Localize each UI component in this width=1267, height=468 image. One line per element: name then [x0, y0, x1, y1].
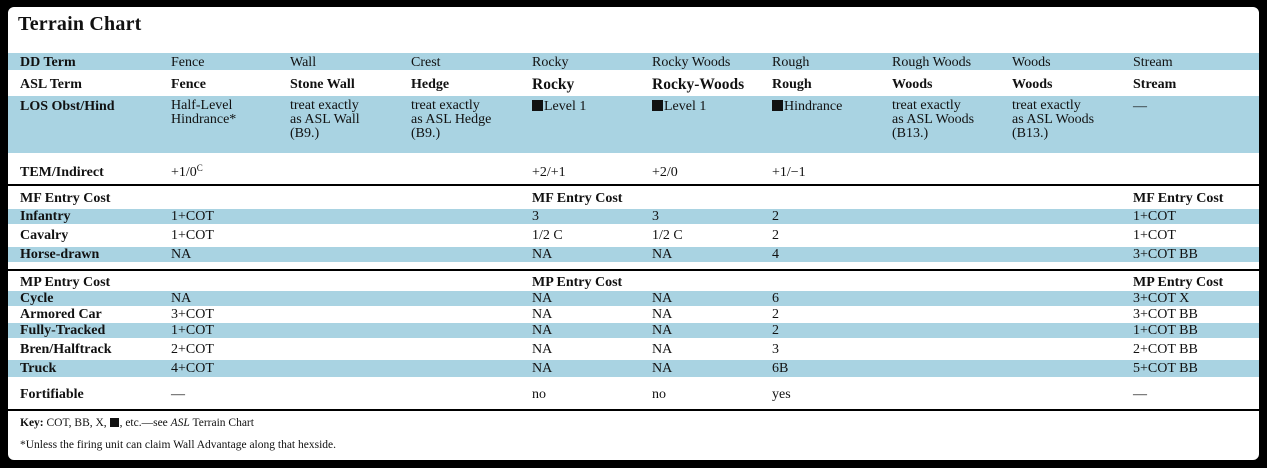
mp-truck-rough: 6B	[772, 361, 789, 376]
mp-armored-rocky-woods: NA	[652, 307, 673, 322]
mf-infantry-rocky-woods: 3	[652, 209, 659, 224]
mp-fully-rocky-woods: NA	[652, 323, 673, 338]
los-wall: treat exactly as ASL Wall (B9.)	[290, 98, 360, 141]
mf-header: MF Entry Cost	[20, 191, 111, 206]
band-horse	[8, 247, 1259, 262]
mf-horse-rough: 4	[772, 247, 779, 262]
los-fence: Half-Level Hindrance*	[171, 98, 237, 127]
mp-truck-fence: 4+COT	[171, 361, 214, 376]
tem-fence	[171, 165, 203, 180]
mf-horse-fence: NA	[171, 247, 192, 262]
tem-fence-value: +1/0	[171, 165, 197, 180]
dd-fence: Fence	[171, 55, 205, 70]
dd-rough: Rough	[772, 55, 810, 70]
key-text-c: Terrain Chart	[189, 417, 254, 429]
mp-fully-stream: 1+COT BB	[1133, 323, 1198, 338]
key-line	[20, 417, 254, 430]
asl-rocky: Rocky	[532, 76, 575, 93]
fort-fence: —	[171, 387, 185, 402]
dd-crest: Crest	[411, 55, 441, 70]
mf-infantry-stream: 1+COT	[1133, 209, 1176, 224]
mf-cavalry-label: Cavalry	[20, 228, 69, 243]
key-text-b: , etc.—see	[119, 417, 171, 429]
dd-wall: Wall	[290, 55, 317, 70]
tem-rocky: +2/+1	[532, 165, 566, 180]
mf-infantry-rocky: 3	[532, 209, 539, 224]
mp-truck-rocky: NA	[532, 361, 553, 376]
tem-fence-sup: C	[196, 163, 203, 173]
mp-cycle-fence: NA	[171, 291, 192, 306]
rule-key	[8, 409, 1259, 411]
black-square-icon	[772, 100, 783, 111]
fortifiable-label: Fortifiable	[20, 387, 84, 402]
mp-cycle-stream: 3+COT X	[1133, 291, 1190, 306]
mp-bren-label: Bren/Halftrack	[20, 342, 112, 357]
los-woods: treat exactly as ASL Woods (B13.)	[1012, 98, 1095, 141]
mp-bren-rough: 3	[772, 342, 779, 357]
black-square-icon	[532, 100, 543, 111]
dd-rocky: Rocky	[532, 55, 569, 70]
mp-truck-stream: 5+COT BB	[1133, 361, 1198, 376]
los-label: LOS Obst/Hind	[20, 99, 115, 114]
asl-stone-wall: Stone Wall	[290, 77, 355, 92]
fort-rough: yes	[772, 387, 791, 402]
mp-armored-rocky: NA	[532, 307, 553, 322]
mf-infantry-fence: 1+COT	[171, 209, 214, 224]
footnote: *Unless the firing unit can claim Wall Advantage along that hexside.	[20, 439, 336, 451]
asl-stream: Stream	[1133, 77, 1177, 92]
mp-cycle-rough: 6	[772, 291, 779, 306]
mp-fully-label: Fully-Tracked	[20, 323, 106, 338]
chart-title: Terrain Chart	[18, 13, 142, 35]
asl-term-label: ASL Term	[20, 77, 82, 92]
key-label: Key:	[20, 417, 44, 429]
mp-header-right: MP Entry Cost	[1133, 275, 1224, 290]
mp-cycle-rocky: NA	[532, 291, 553, 306]
los-rocky-text: Level 1	[544, 99, 587, 114]
asl-rocky-woods: Rocky-Woods	[652, 76, 745, 93]
mf-cavalry-rocky: 1/2 C	[532, 228, 563, 243]
mp-fully-fence: 1+COT	[171, 323, 214, 338]
fort-stream: —	[1133, 387, 1147, 402]
mp-header: MP Entry Cost	[20, 275, 111, 290]
key-text-a: COT, BB, X,	[43, 417, 110, 429]
asl-woods-2: Woods	[1012, 77, 1053, 92]
asl-fence: Fence	[171, 77, 206, 92]
key-italic: ASL	[170, 417, 190, 429]
mp-bren-stream: 2+COT BB	[1133, 342, 1198, 357]
mp-fully-rocky: NA	[532, 323, 553, 338]
dd-stream: Stream	[1133, 55, 1173, 70]
black-square-icon	[652, 100, 663, 111]
rule-mf	[8, 184, 1259, 186]
mf-horse-stream: 3+COT BB	[1133, 247, 1198, 262]
mf-cavalry-stream: 1+COT	[1133, 228, 1176, 243]
mp-armored-rough: 2	[772, 307, 779, 322]
fort-rocky-woods: no	[652, 387, 666, 402]
mf-infantry-label: Infantry	[20, 209, 71, 224]
mf-horse-label: Horse-drawn	[20, 247, 100, 262]
asl-rough: Rough	[772, 77, 812, 92]
mp-truck-label: Truck	[20, 361, 57, 376]
mp-truck-rocky-woods: NA	[652, 361, 673, 376]
mp-cycle-label: Cycle	[20, 291, 54, 306]
mp-bren-rocky-woods: NA	[652, 342, 673, 357]
dd-rocky-woods: Rocky Woods	[652, 55, 731, 70]
mf-horse-rocky-woods: NA	[652, 247, 673, 262]
tem-rough: +1/−1	[772, 165, 806, 180]
tem-label: TEM/Indirect	[20, 165, 104, 180]
mp-header-mid: MP Entry Cost	[532, 275, 623, 290]
los-rocky-woods-text: Level 1	[664, 99, 707, 114]
los-stream: —	[1133, 99, 1147, 114]
asl-woods-1: Woods	[892, 77, 933, 92]
fort-rocky: no	[532, 387, 546, 402]
dd-woods: Woods	[1012, 55, 1051, 70]
band-cycle	[8, 291, 1259, 306]
mf-cavalry-fence: 1+COT	[171, 228, 214, 243]
los-rough-woods: treat exactly as ASL Woods (B13.)	[892, 98, 975, 141]
los-rough	[772, 99, 842, 114]
tem-rocky-woods: +2/0	[652, 165, 678, 180]
terrain-chart	[6, 5, 1261, 462]
mf-header-mid: MF Entry Cost	[532, 191, 623, 206]
black-square-icon	[110, 418, 119, 427]
mp-cycle-rocky-woods: NA	[652, 291, 673, 306]
mp-armored-fence: 3+COT	[171, 307, 214, 322]
mf-cavalry-rough: 2	[772, 228, 779, 243]
mp-armored-stream: 3+COT BB	[1133, 307, 1198, 322]
mp-bren-fence: 2+COT	[171, 342, 214, 357]
los-rocky-woods	[652, 99, 706, 114]
mf-infantry-rough: 2	[772, 209, 779, 224]
los-rough-text: Hindrance	[784, 99, 843, 114]
mp-fully-rough: 2	[772, 323, 779, 338]
dd-term-label: DD Term	[20, 55, 76, 70]
los-crest: treat exactly as ASL Hedge (B9.)	[411, 98, 492, 141]
rule-mp	[8, 269, 1259, 271]
mf-cavalry-rocky-woods: 1/2 C	[652, 228, 683, 243]
mp-armored-label: Armored Car	[20, 307, 102, 322]
mp-bren-rocky: NA	[532, 342, 553, 357]
dd-rough-woods: Rough Woods	[892, 55, 972, 70]
los-rocky	[532, 99, 586, 114]
asl-hedge: Hedge	[411, 77, 450, 92]
mf-header-right: MF Entry Cost	[1133, 191, 1224, 206]
mf-horse-rocky: NA	[532, 247, 553, 262]
